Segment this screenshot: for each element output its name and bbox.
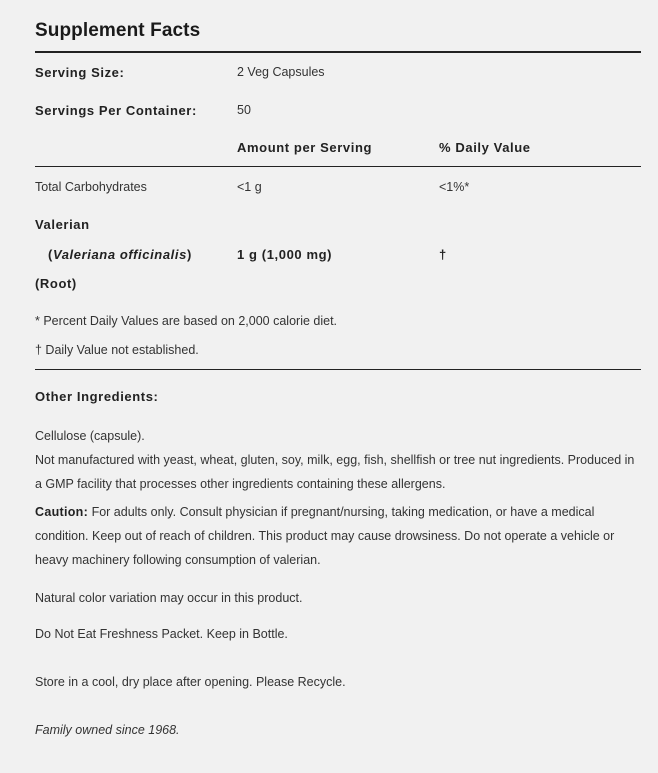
- amount-per-serving-header: Amount per Serving: [237, 140, 373, 155]
- servings-per-container-value: 50: [237, 103, 251, 117]
- family-note: Family owned since 1968.: [35, 723, 180, 737]
- carbs-name: Total Carbohydrates: [35, 180, 147, 194]
- caution-text: For adults only. Consult physician if pregnant/nursing, taking medication, or have a medical condition. Keep out of reach of children. This product may cause drowsiness. Do not operate a vehicle or heavy machinery following consumption of valerian.: [35, 505, 615, 567]
- storage-note: Store in a cool, dry place after opening. Please Recycle.: [35, 675, 346, 689]
- title-divider: [35, 51, 641, 53]
- valerian-amount: 1 g (1,000 mg): [237, 247, 333, 262]
- carbs-daily-value: <1%*: [439, 180, 470, 194]
- valerian-name: Valerian: [35, 217, 90, 232]
- caution-statement: [35, 500, 641, 572]
- valerian-daily-value: †: [439, 247, 447, 262]
- percent-dv-footnote: * Percent Daily Values are based on 2,000 calorie diet.: [35, 314, 338, 328]
- color-variation-note: Natural color variation may occur in this product.: [35, 591, 303, 605]
- valerian-part: (Root): [35, 276, 77, 291]
- ingredients-line: Cellulose (capsule).: [35, 429, 145, 443]
- footnote-divider: [35, 369, 641, 370]
- valerian-latin-name: (Valeriana officinalis): [48, 247, 192, 262]
- daily-value-header: % Daily Value: [439, 140, 531, 155]
- carbs-amount: <1 g: [237, 180, 262, 194]
- serving-size-value: 2 Veg Capsules: [237, 65, 325, 79]
- freshness-note: Do Not Eat Freshness Packet. Keep in Bottle.: [35, 627, 288, 641]
- header-divider: [35, 166, 641, 167]
- servings-per-container-label: Servings Per Container:: [35, 103, 197, 118]
- caution-label: Caution:: [35, 505, 89, 519]
- serving-size-label: Serving Size:: [35, 65, 125, 80]
- allergen-statement: Not manufactured with yeast, wheat, gluten, soy, milk, egg, fish, shellfish or tree nut ingredients. Produced in a GMP facility that processes other ingredients containing these allergens.: [35, 453, 635, 491]
- other-ingredients-label: Other Ingredients:: [35, 389, 159, 404]
- dagger-footnote: † Daily Value not established.: [35, 343, 199, 357]
- page-title: Supplement Facts: [35, 20, 201, 41]
- other-ingredients-text: [35, 424, 641, 496]
